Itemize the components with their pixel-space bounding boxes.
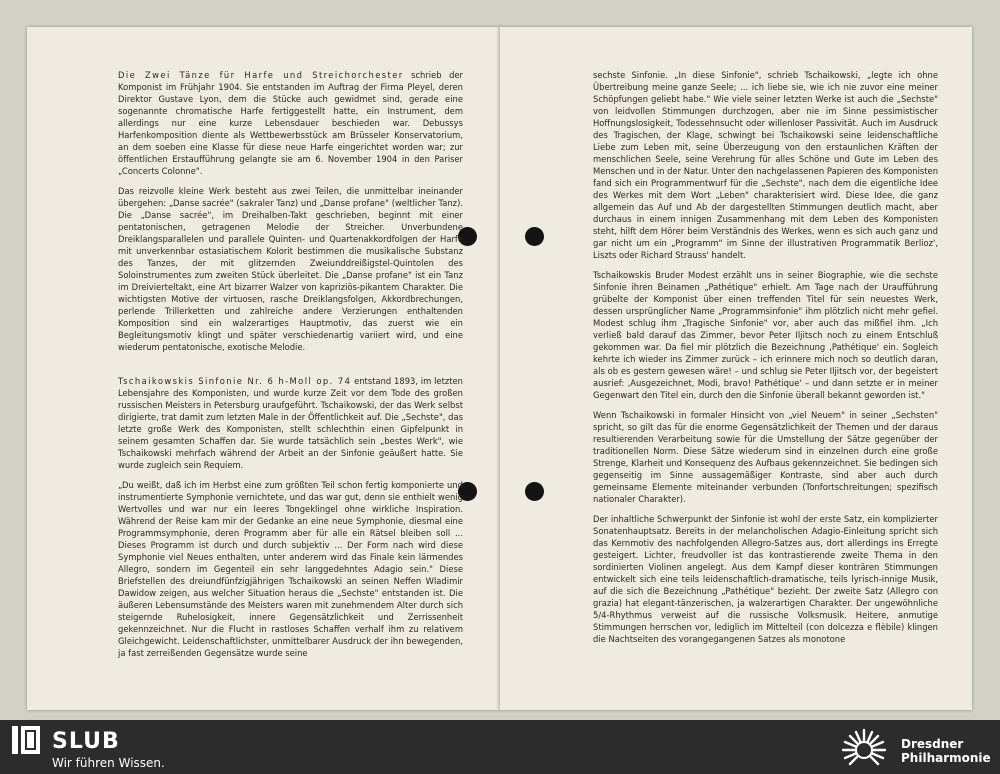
page-gutter bbox=[499, 27, 500, 710]
philharmonie-name-line1: Dresdner bbox=[901, 737, 964, 751]
work-title-harp-dances: Die Zwei Tänze für Harfe und Streichorchester bbox=[118, 70, 404, 80]
paragraph-text: entstand 1893, im letzten Lebensjahre des Komponisten, und wurde kurze Zeit vor dem Tode des großen russischen Meisters in Petersburg uraufgeführt. Tschaikowski, der das Werk selbst dirigierte, trat damit zum letzten Male in der Öffentlichkeit auf. Die „Sechste", das letzte große Werk des Komponisten, stellt schlechthin einen Gipfelpunkt in seinem gesamten Schaffen dar. Sie wurde tatsächlich sein „bestes Werk", wie Tschaikowski mehrfach während der Arbeit an der Sinfonie geäußert hatte. Sie wurde zugleich sein Requiem. bbox=[118, 376, 463, 470]
dresdner-philharmonie-logo-icon bbox=[836, 724, 892, 772]
slub-logo-icon bbox=[12, 726, 40, 754]
punch-hole bbox=[525, 482, 544, 501]
left-column-text bbox=[118, 69, 463, 667]
paragraph-harp-dances bbox=[118, 69, 463, 177]
paragraph-symphony-intro bbox=[118, 375, 463, 471]
slub-slogan: Wir führen Wissen. bbox=[52, 756, 165, 770]
right-column-text bbox=[593, 69, 938, 653]
slub-name: SLUB bbox=[52, 729, 120, 754]
philharmonie-name-line2: Philharmonie bbox=[901, 751, 991, 765]
philharmonie-name bbox=[901, 737, 991, 765]
paragraph-sixth-symphony: sechste Sinfonie. „In diese Sinfonie", schrieb Tschaikowski, „legte ich ohne Übertreibung meine ganze Seele; ... ich liebe sie, wie ich nie zuvor eine meiner Schöpfungen geliebt habe." Wie viele seiner letzten Werke ist auch die „Sechste" von leidvollen Stimmungen durchzogen, aber nie im Sinne pessimistischer Hoffnungslosigkeit, Todessehnsucht oder willenloser Passivität. Auch im Ausdruck des Tragischen, der Klage, schwingt bei Tschaikowski seine leidenschaftliche Liebe zum Leben mit, seine Überzeugung von den erstaunlichen Kräften der menschlichen Seele, seine Verehrung für alles Schöne und Gute im Leben des Menschen und in der Natur. Unter den nachgelassenen Papieren des Komponisten fand sich ein Programmentwurf für die „Sechste", nach dem die eigentliche Idee des Werkes mit dem Wort „Leben" charakterisiert wird. Diese Idee, die ganz allgemein das Auf und Ab der dargestellten Stimmungen deutlich macht, aber durchaus in einem innigen Zusammenhang mit dem Leben des Komponisten steht, hilft dem Hörer beim Verständnis des Werkes, wenn es sich auch ganz und gar nicht um ein „Programm" im Sinne der illustrativen Programmatik Berlioz', Liszts oder Richard Strauss' handelt. bbox=[593, 70, 938, 260]
paragraph-danse-description: Das reizvolle kleine Werk besteht aus zwei Teilen, die unmittelbar ineinander übergehen: „Danse sacrée" (sakraler Tanz) und „Danse profane" (weltlicher Tanz). Die „Danse sacrée", im Dreihalben-Takt geschrieben, beginnt mit einer pentatonischen, getragenen Melodie der Streicher. Unverbundene Dreiklangsparallelen und parallele Quinten- und Quartenakkordfolgen der Harfe mit unverkennbar ostasiatischem Kolorit bestimmen die musikalische Substanz des Tanzes, der mit glitzernden Zweiunddreißigstel-Quintolen des Soloinstrumentes zum zweiten Stück überleitet. Die „Danse profane" ist ein Tanz im Dreivierteltakt, eine Art bizarrer Walzer von kapriziös-pikantem Charakter. Die wichtigsten Motive der virtuosen, rasche Dreiklangsfolgen, Akkordbrechungen, perlende Trillerketten und zahlreiche andere Verzierungen enthaltenden Komposition sind ein walzerartiges Hauptmotiv, das zuerst wie ein Begleitungsmotiv klingt und später verschiedenartig variiert wird, und eine wiederum pentatonische, exotische Melodie. bbox=[118, 186, 463, 352]
paragraph-formal-aspects: Wenn Tschaikowski in formaler Hinsicht von „viel Neuem" in seiner „Sechsten" spricht, so gilt das für die enorme Gegensätzlichkeit der Themen und der daraus resultierenden Verarbeitung sowie für die Umstellung der Sätze gegenüber der traditionellen Norm. Diese Sätze wiederum sind in einzelnen durch eine große Strenge, Klarheit und Konsequenz des Aufbaus gekennzeichnet. Sie bedingen sich gegenseitig im Sinne aussagemäßiger Kontraste, sind aber auch durch gemeinsame Elemente miteinander verbunden (Tonfortschreitungen; spezifisch nationaler Charakter). bbox=[593, 410, 938, 504]
paragraph-letter-quote: „Du weißt, daß ich im Herbst eine zum größten Teil schon fertig komponierte und instrumentierte Symphonie vernichtete, und das war gut, denn sie enthielt wenig Wertvolles und war nur ein leeres Tongeklingel ohne wirkliche Inspiration. Während der Reise kam mir der Gedanke an eine neue Symphonie, diesmal eine Programmsymphonie, deren Programm aber für alle ein Rätsel bleiben soll ... Dieses Programm ist durch und durch subjektiv ... Der Form nach wird diese Symphonie viel Neues enthalten, unter anderem wird das Finale kein lärmendes Allegro, sondern im Gegenteil ein sehr langgedehntes Adagio sein." Diese Briefstellen des dreiundfünfzigjährigen Tschaikowski an seinen Neffen Wladimir Dawidow zeigen, aus welcher Situation heraus die „Sechste" entstanden ist. Die äußeren Lebensumstände des Meisters waren mit zunehmendem Alter durch sich steigernde Ruhelosigkeit, innere Gegensätzlichkeit und Zerrissenheit gekennzeichnet. Nur die Flucht in rastloses Schaffen verhalf ihm zu relativem Gleichgewicht. Leidenschaftlichster, unmittelbarer Ausdruck der ihn bewegenden, ja fast zerreißenden Gegensätze wurde seine bbox=[118, 480, 463, 658]
paragraph-pathetique-name: Tschaikowskis Bruder Modest erzählt uns in seiner Biographie, wie die sechste Sinfonie ihren Beinamen „Pathétique" erhielt. Am Tage nach der Uraufführung grübelte der Komponist über einen treffenden Titel für sein neuestes Werk, dessen ursprünglicher Name „Programmsinfonie" ihm plötzlich nicht mehr gefiel. Modest schlug ihm „Tragische Sinfonie" vor, aber auch das mißfiel ihm. „Ich verließ bald darauf das Zimmer, bevor Peter Iljitsch noch zu einem Entschluß gekommen war. Da fiel mir plötzlich die Bezeichnung ‚Pathétique' ein. Sogleich kehrte ich wieder ins Zimmer zurück – ich erinnere mich noch so deutlich daran, als ob es gestern gewesen wäre! – und schlug sie Peter Iljitsch vor, der begeistert ausrief: ‚Ausgezeichnet, Modi, bravo! Pathétique' – und dann setzte er in meiner Gegenwart den Titel ein, durch den die Sinfonie überall bekannt geworden ist." bbox=[593, 270, 938, 400]
punch-hole bbox=[525, 227, 544, 246]
paragraph-first-movement: Der inhaltliche Schwerpunkt der Sinfonie ist wohl der erste Satz, ein komplizierter Sonatenhauptsatz. Bereits in der melancholischen Adagio-Einleitung spricht sich das Kernmotiv des nachfolgenden Allegro-Satzes aus, dort allerdings ins Erregte gesteigert. Lichter, freudvoller ist das kontrastierende zweite Thema in den sordinierten Violinen angelegt. Aus dem Kampf dieser konträren Stimmungen entwickelt sich eine teils leidenschaftlich-dramatische, teils lyrisch-innige Musik, auf die sich die Bezeichnung „Pathétique" bezieht. Der zweite Satz (Allegro con grazia) hat elegant-tänzerischen, ja walzerartigen Charakter. Der ungewöhnliche 5/4-Rhythmus verweist auf die russische Volksmusik. Heitere, anmutige Stimmungen herrschen vor, lediglich im Mittelteil (con dolcezza e flèbile) klingen die Nachtseiten des vorangegangenen Satzes als monotone bbox=[593, 514, 938, 644]
work-title-symphony: Tschaikowskis Sinfonie Nr. 6 h-Moll op. 74 bbox=[118, 376, 352, 386]
paragraph-text: schrieb der Komponist im Frühjahr 1904. Sie entstanden im Auftrag der Firma Pleyel, deren Direktor Gustave Lyon, dem die Stücke auch gewidmet sind, gerade eine sogenannte chromatische Harfe fertiggestellt hatte, ein Instrument, dem allerdings nur eine kurze Lebensdauer beschieden war. Debussys Harfenkomposition diente als Wettbewerbsstück am Brüsseler Konservatorium, an dem soeben eine Klasse für diese neue Harfe eingerichtet worden war; zur öffentlichen Erstaufführung gelangte sie am 6. November 1904 in den Pariser „Concerts Colonne". bbox=[118, 70, 463, 176]
